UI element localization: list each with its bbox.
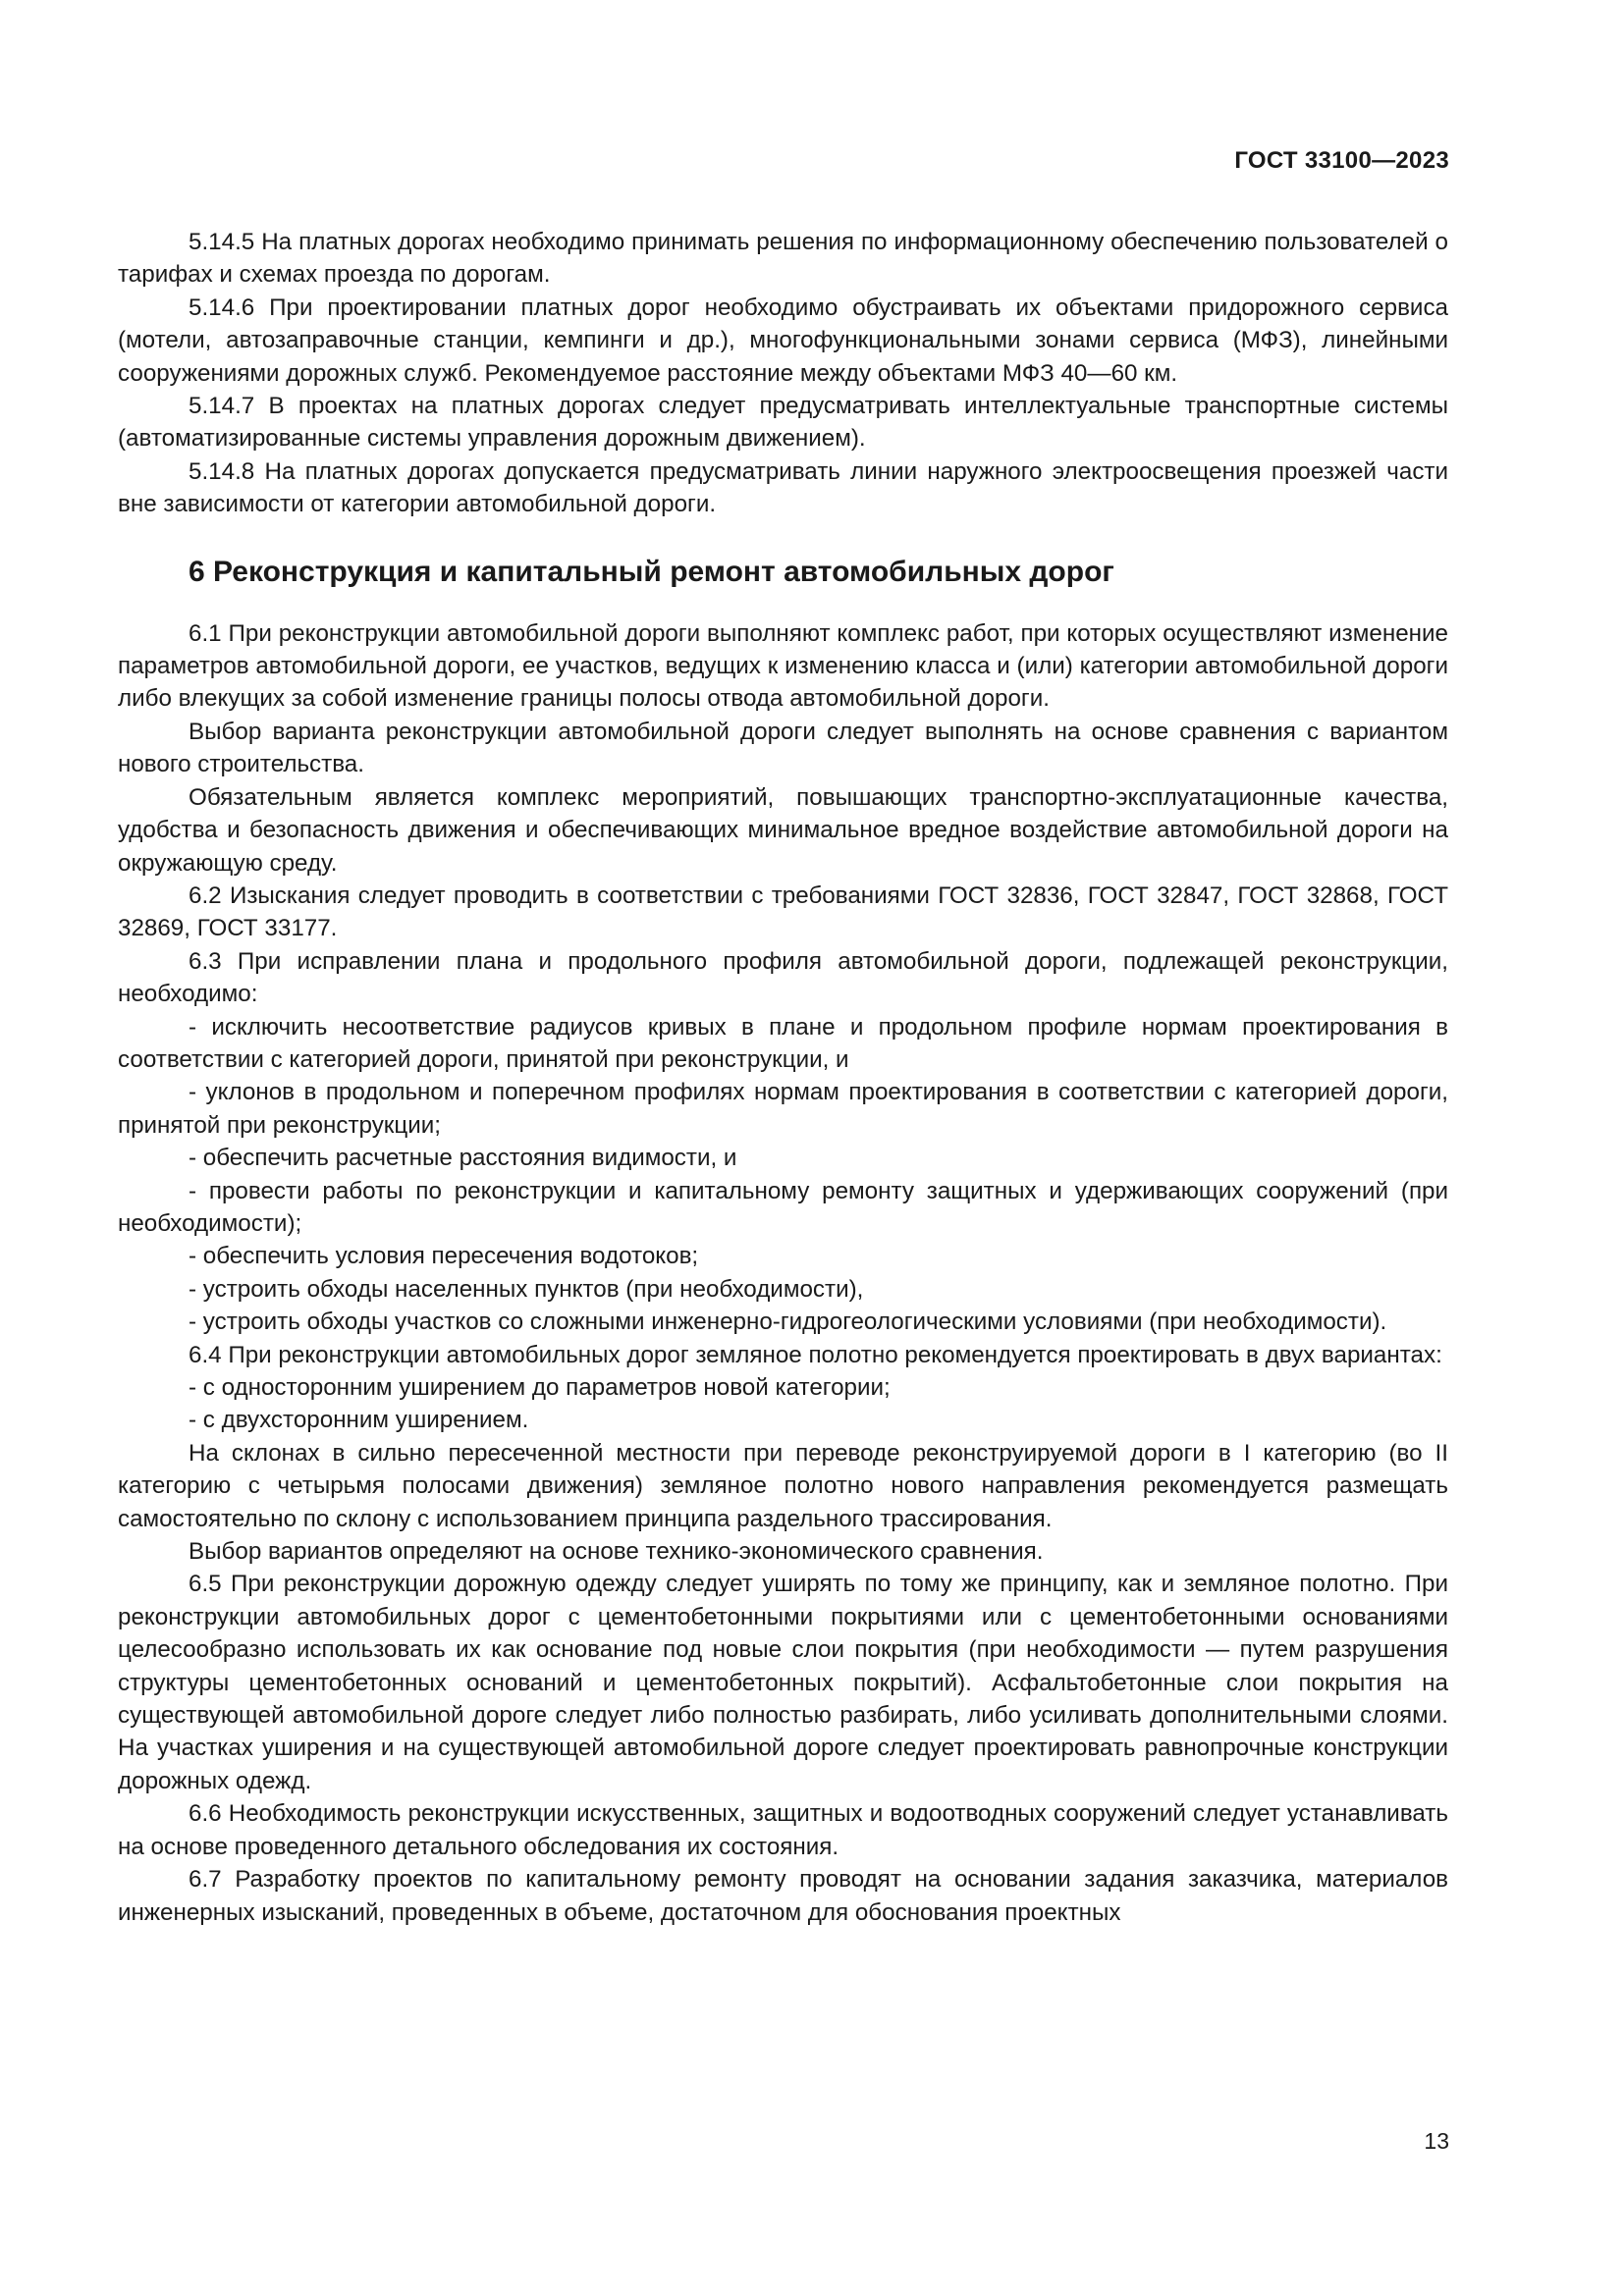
clause-6-5: 6.5 При реконструкции дорожную одежду следует уширять по тому же принципу, как и земляное полотно. При реконструкции автомобильных дорог с цементобетонными покрытиями или с цементобетонными основаниями целесообразно использовать их как основание под новые слои покрытия (при необходимости — путем разрушения структуры цементобетонных оснований и цементобетонных покрытий). Асфальтобетонные слои покрытия на существующей автомобильной дороге следует либо полностью разбирать, либо усиливать дополнительными слоями. На участках уширения и на существующей автомобильной дороге следует проектировать равнопрочные конструкции дорожных одежд. xyxy=(118,1571,1448,1794)
list-item: - уклонов в продольном и поперечном профилях нормам проектирования в соответствии с категорией дороги, принятой при реконструкции; xyxy=(118,1079,1448,1139)
clause-6-3: 6.3 При исправлении плана и продольного профиля автомобильной дороги, подлежащей реконструкции, необходимо: xyxy=(118,947,1448,1008)
clause-6-1: 6.1 При реконструкции автомобильной дороги выполняют комплекс работ, при которых осуществляют изменение параметров автомобильной дороги, ее участков, ведущих к изменению класса и (или) категории автомобильной дороги либо влекущих за собой изменение границы полосы отвода автомобильной дороги. xyxy=(118,619,1448,713)
list-item: - провести работы по реконструкции и капитальному ремонту защитных и удерживающих сооружений (при необходимости); xyxy=(118,1177,1448,1237)
list-item: - обеспечить расчетные расстояния видимости, и xyxy=(189,1145,737,1172)
document-code-header: ГОСТ 33100—2023 xyxy=(1234,147,1449,174)
paragraph: Обязательным является комплекс мероприятий, повышающих транспортно-эксплуатационные качества, удобства и безопасность движения и обеспечивающих минимальное вредное воздействие автомобильной дороги на окружающую среду. xyxy=(118,783,1448,877)
list-item: - устроить обходы участков со сложными инженерно-гидрогеологическими условиями (при необходимости). xyxy=(189,1308,1387,1336)
clause-5-14-6: 5.14.6 При проектировании платных дорог необходимо обустраивать их объектами придорожного сервиса (мотели, автозаправочные станции, кемпинги и др.), многофункциональными зонами сервиса (МФЗ), линейными сооружениями дорожных служб. Рекомендуемое расстояние между объектами МФЗ 40—60 км. xyxy=(118,294,1448,387)
clause-5-14-8: 5.14.8 На платных дорогах допускается предусматривать линии наружного электроосвещения проезжей части вне зависимости от категории автомобильной дороги. xyxy=(118,457,1448,518)
clause-5-14-5: 5.14.5 На платных дорогах необходимо принимать решения по информационному обеспечению пользователей о тарифах и схемах проезда по дорогам. xyxy=(118,229,1448,289)
document-body xyxy=(118,226,1448,1929)
list-item: - исключить несоответствие радиусов кривых в плане и продольном профиле нормам проектирования в соответствии с категорией дороги, принятой при реконструкции, и xyxy=(118,1013,1448,1073)
clause-6-6: 6.6 Необходимость реконструкции искусственных, защитных и водоотводных сооружений следует устанавливать на основе проведенного детального обследования их состояния. xyxy=(118,1800,1448,1860)
paragraph: Выбор варианта реконструкции автомобильной дороги следует выполнять на основе сравнения с вариантом нового строительства. xyxy=(118,718,1448,778)
clause-6-2: 6.2 Изыскания следует проводить в соответствии с требованиями ГОСТ 32836, ГОСТ 32847, ГОСТ 32868, ГОСТ 32869, ГОСТ 33177. xyxy=(118,881,1448,942)
list-item: - с двухсторонним уширением. xyxy=(189,1407,529,1434)
clause-5-14-7: 5.14.7 В проектах на платных дорогах следует предусматривать интеллектуальные транспортные системы (автоматизированные системы управления дорожным движением). xyxy=(118,393,1448,453)
list-item: - устроить обходы населенных пунктов (при необходимости), xyxy=(189,1275,864,1303)
paragraph: На склонах в сильно пересеченной местности при переводе реконструируемой дороги в I категорию (во II категорию с четырьмя полосами движения) земляное полотно нового направления рекомендуется размещать самостоятельно по склону с использованием принципа раздельного трассирования. xyxy=(118,1439,1448,1532)
page-number: 13 xyxy=(1424,2128,1449,2154)
list-item: - обеспечить условия пересечения водотоков; xyxy=(189,1243,699,1270)
section-title: 6 Реконструкция и капитальный ремонт автомобильных дорог xyxy=(189,555,1114,588)
list-item: - с односторонним уширением до параметров новой категории; xyxy=(189,1374,891,1401)
clause-6-4: 6.4 При реконструкции автомобильных дорог земляное полотно рекомендуется проектировать в двух вариантах: xyxy=(189,1341,1442,1368)
paragraph: Выбор вариантов определяют на основе технико-экономического сравнения. xyxy=(189,1538,1044,1566)
clause-6-7: 6.7 Разработку проектов по капитальному ремонту проводят на основании задания заказчика, материалов инженерных изысканий, проведенных в объеме, достаточном для обоснования проектных xyxy=(118,1866,1448,1926)
